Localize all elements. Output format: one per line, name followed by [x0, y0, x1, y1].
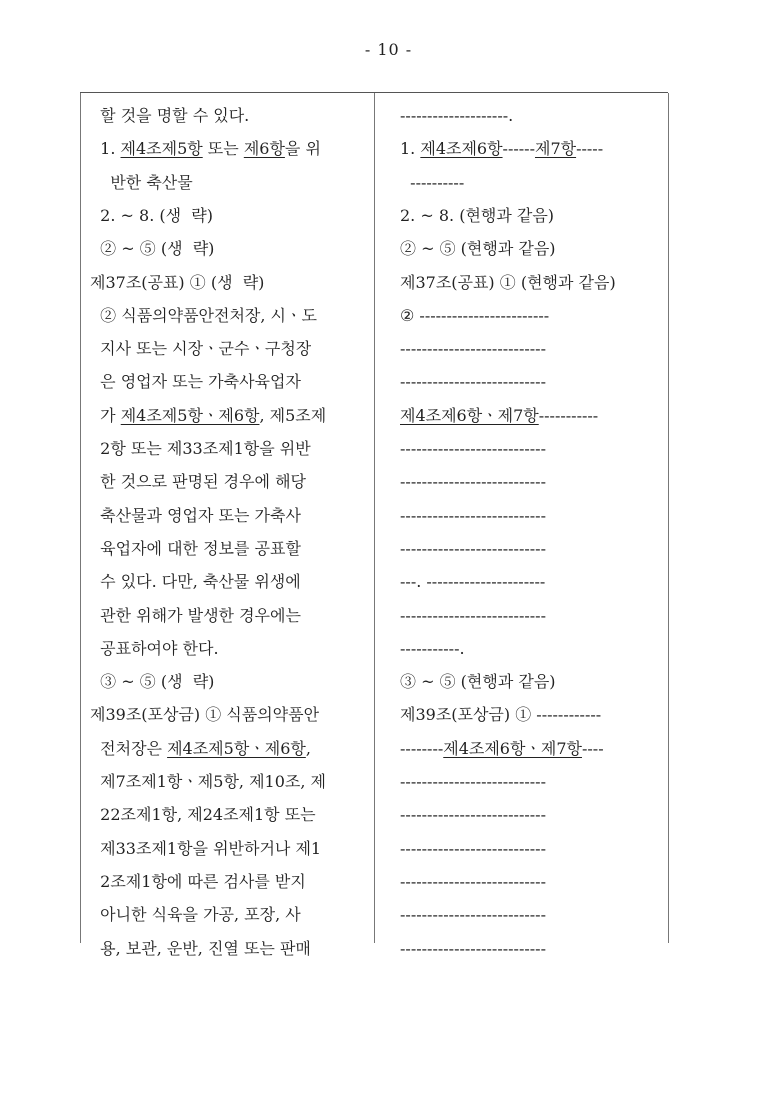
line-text: --------------------.: [400, 106, 514, 125]
amendment-line: [400, 632, 465, 665]
current-law-line: [90, 99, 249, 132]
line-text: 용, 보관, 운반, 진열 또는 판매: [90, 938, 311, 958]
current-law-line: [90, 932, 311, 965]
current-law-line: [90, 365, 301, 398]
current-law-line: [90, 698, 319, 731]
amendment-line: [400, 499, 546, 532]
underlined-text: 제4조제5항: [120, 139, 203, 159]
line-text: ② 식품의약품안전처장, 시ㆍ도: [90, 305, 317, 325]
line-text: ----: [581, 738, 604, 758]
line-text: 반한 축산물: [90, 172, 193, 192]
line-text: ---. ----------------------: [400, 572, 546, 592]
line-text: ---------------------------: [400, 838, 546, 858]
line-text: 을 위: [284, 139, 321, 159]
line-text: 또는: [202, 139, 244, 159]
line-text: ,: [305, 738, 311, 758]
amendment-line: [400, 299, 549, 332]
comparison-table: [80, 92, 668, 958]
line-text: ② ------------------------: [400, 305, 550, 325]
amendment-line: [400, 565, 545, 598]
amendment-line: [400, 266, 616, 299]
line-text: ------: [502, 139, 535, 159]
amendment-line: [400, 798, 546, 831]
line-text: ② ~ ⑤ (생 략): [90, 239, 215, 259]
line-text: 1.: [400, 139, 421, 159]
line-text: 제39조(포상금) ① ------------: [400, 705, 602, 725]
current-law-line: [90, 665, 214, 698]
line-text: 제37조(공표) ① (생 략): [90, 272, 265, 292]
line-text: ---------------------------: [400, 871, 546, 891]
line-text: 공표하여야 한다.: [90, 638, 219, 658]
line-text: 가: [90, 405, 121, 425]
underlined-text: 제4조제6항: [420, 139, 503, 159]
amendment-line: [400, 332, 546, 365]
underlined-text: 제4조제5항ㆍ제6항: [120, 405, 260, 425]
line-text: 관한 위해가 발생한 경우에는: [90, 605, 301, 625]
current-law-line: [90, 499, 301, 532]
current-law-line: [90, 399, 326, 432]
current-law-line: [90, 832, 321, 865]
line-text: ----------: [400, 172, 465, 192]
current-law-line: [90, 132, 321, 165]
line-text: 2. ~ 8. (생 략): [90, 205, 213, 225]
line-text: 지사 또는 시장ㆍ군수ㆍ구청장: [90, 339, 312, 359]
column-divider: [374, 93, 375, 943]
line-text: 육업자에 대한 정보를 공표할: [90, 538, 301, 558]
line-text: 할 것을 명할 수 있다.: [90, 106, 250, 125]
current-law-line: [90, 765, 326, 798]
line-text: 제37조(공표) ① (현행과 같음): [400, 272, 616, 292]
line-text: ---------------------------: [400, 339, 546, 359]
current-law-line: [90, 266, 264, 299]
line-text: ② ~ ⑤ (현행과 같음): [400, 239, 556, 259]
amendment-line: [400, 599, 546, 632]
line-text: -----------: [538, 405, 599, 425]
line-text: 은 영업자 또는 가축사육업자: [90, 372, 301, 392]
amendment-line: [400, 732, 604, 765]
line-text: ---------------------------: [400, 538, 546, 558]
current-law-line: [90, 898, 301, 931]
line-text: 제39조(포상금) ① 식품의약품안: [90, 705, 320, 725]
table-border-right: [668, 93, 669, 943]
current-law-line: [90, 732, 311, 765]
line-text: 제33조제1항을 위반하거나 제1: [90, 838, 322, 858]
amendment-line: [400, 399, 598, 432]
underlined-text: 제7항: [534, 139, 577, 159]
line-text: 2. ~ 8. (현행과 같음): [400, 205, 555, 225]
amendment-line: [400, 832, 546, 865]
amendment-line: [400, 432, 546, 465]
current-law-line: [90, 432, 311, 465]
line-text: 수 있다. 다만, 축산물 위생에: [90, 572, 301, 592]
underlined-text: 제6항: [243, 139, 285, 159]
underlined-text: 제4조제6항ㆍ제7항: [443, 738, 582, 758]
current-law-line: [90, 332, 311, 365]
page-number: - 10 -: [364, 40, 413, 59]
line-text: ---------------------------: [400, 439, 546, 458]
line-text: ---------------------------: [400, 805, 546, 825]
line-text: , 제5조제: [259, 405, 327, 425]
amendment-line: [400, 898, 546, 931]
current-law-line: [90, 465, 306, 498]
line-text: --------: [400, 738, 444, 758]
line-text: ---------------------------: [400, 505, 546, 525]
current-law-line: [90, 599, 301, 632]
line-text: ---------------------------: [400, 938, 546, 958]
line-text: ---------------------------: [400, 472, 546, 492]
amendment-line: [400, 532, 546, 565]
line-text: 1.: [90, 139, 121, 159]
amendment-line: [400, 465, 546, 498]
line-text: 제7조제1항ㆍ제5항, 제10조, 제: [90, 772, 326, 791]
amendment-line: [400, 698, 601, 731]
line-text: ③ ~ ⑤ (생 략): [90, 672, 215, 692]
amendment-line: [400, 99, 513, 132]
underlined-text: 제4조제5항ㆍ제6항: [167, 738, 306, 758]
current-law-line: [90, 199, 213, 232]
line-text: ---------------------------: [400, 905, 546, 925]
amendment-line: [400, 232, 556, 265]
current-law-line: [90, 232, 214, 265]
line-text: ③ ~ ⑤ (현행과 같음): [400, 672, 556, 692]
line-text: ---------------------------: [400, 772, 546, 791]
line-text: ---------------------------: [400, 605, 546, 625]
line-text: ---------------------------: [400, 372, 546, 392]
line-text: 한 것으로 판명된 경우에 해당: [90, 472, 306, 492]
table-border-left: [80, 93, 81, 943]
current-law-line: [90, 166, 193, 199]
amendment-line: [400, 765, 546, 798]
line-text: 22조제1항, 제24조제1항 또는: [90, 805, 316, 825]
underlined-text: 제4조제6항ㆍ제7항: [400, 405, 539, 425]
amendment-line: [400, 166, 464, 199]
amendment-line: [400, 365, 546, 398]
current-law-line: [90, 632, 219, 665]
current-law-line: [90, 865, 306, 898]
line-text: 축산물과 영업자 또는 가축사: [90, 505, 301, 525]
amendment-line: [400, 199, 554, 232]
amendment-line: [400, 932, 546, 965]
line-text: -----: [576, 139, 604, 159]
line-text: 아니한 식육을 가공, 포장, 사: [90, 905, 301, 925]
amendment-line: [400, 865, 546, 898]
line-text: 전처장은: [90, 738, 168, 758]
line-text: 2조제1항에 따른 검사를 받지: [90, 871, 306, 891]
current-law-line: [90, 565, 301, 598]
amendment-line: [400, 132, 603, 165]
line-text: -----------.: [400, 638, 465, 658]
amendment-line: [400, 665, 556, 698]
current-law-line: [90, 532, 301, 565]
current-law-line: [90, 299, 317, 332]
current-law-line: [90, 798, 316, 831]
line-text: 2항 또는 제33조제1항을 위반: [90, 439, 311, 458]
